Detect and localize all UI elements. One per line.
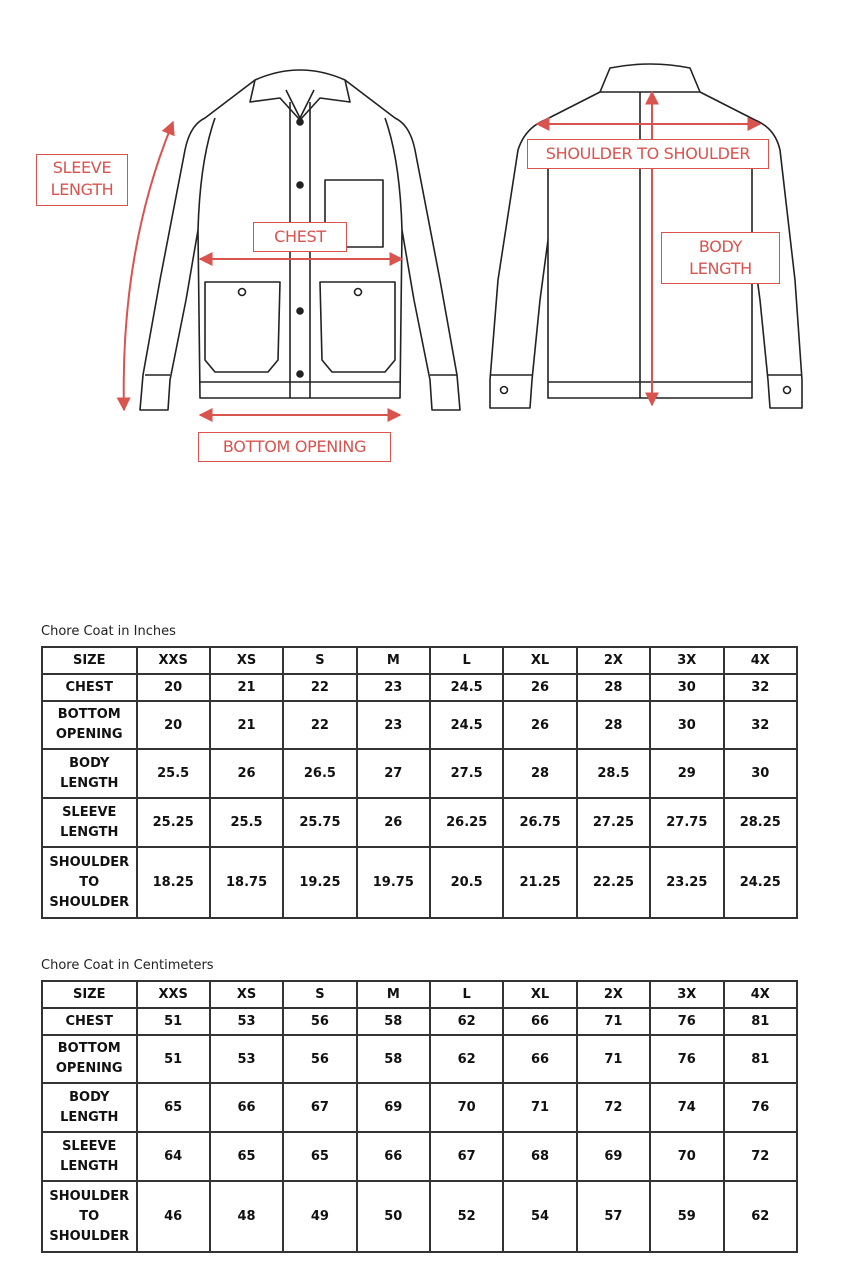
table-cell: 50 bbox=[357, 1181, 430, 1252]
table-cell: 72 bbox=[724, 1132, 798, 1181]
table-cell: 62 bbox=[724, 1181, 798, 1252]
table-row bbox=[42, 749, 797, 798]
table-cell: 68 bbox=[503, 1132, 576, 1181]
table-cell: 20 bbox=[137, 701, 210, 749]
header-cell: XL bbox=[503, 647, 576, 674]
table-cell: 28 bbox=[577, 674, 650, 701]
table-row bbox=[42, 1181, 797, 1252]
table-cell: 25.25 bbox=[137, 798, 210, 847]
table-cell: 71 bbox=[577, 1035, 650, 1083]
table-cell: 66 bbox=[503, 1008, 576, 1035]
header-cell: L bbox=[430, 647, 503, 674]
table-cell: 22.25 bbox=[577, 847, 650, 918]
table-cell: 46 bbox=[137, 1181, 210, 1252]
table-cell: 27.5 bbox=[430, 749, 503, 798]
table-cell: 25.75 bbox=[283, 798, 356, 847]
table-cell: 69 bbox=[357, 1083, 430, 1132]
table-cell: 66 bbox=[210, 1083, 283, 1132]
table-cell: 27.75 bbox=[650, 798, 723, 847]
header-cell: 3X bbox=[650, 981, 723, 1008]
table-cell: 66 bbox=[357, 1132, 430, 1181]
row-label: BODY LENGTH bbox=[42, 749, 137, 798]
table-row bbox=[42, 847, 797, 918]
table-cell: 19.25 bbox=[283, 847, 356, 918]
table-cell: 70 bbox=[650, 1132, 723, 1181]
table-cell: 59 bbox=[650, 1181, 723, 1252]
table-cell: 66 bbox=[503, 1035, 576, 1083]
centimeters-table-caption: Chore Coat in Centimeters bbox=[41, 958, 214, 973]
table-cell: 58 bbox=[357, 1035, 430, 1083]
table-cell: 30 bbox=[724, 749, 798, 798]
table-cell: 65 bbox=[283, 1132, 356, 1181]
table-cell: 20.5 bbox=[430, 847, 503, 918]
table-cell: 76 bbox=[724, 1083, 798, 1132]
table-cell: 62 bbox=[430, 1008, 503, 1035]
table-header-row bbox=[42, 981, 797, 1008]
table-cell: 67 bbox=[283, 1083, 356, 1132]
header-cell: 3X bbox=[650, 647, 723, 674]
measurement-diagram bbox=[0, 0, 841, 480]
centimeters-size-table bbox=[41, 980, 798, 1253]
header-cell: 4X bbox=[724, 647, 798, 674]
inches-table-caption: Chore Coat in Inches bbox=[41, 624, 176, 639]
header-cell: XXS bbox=[137, 647, 210, 674]
table-cell: 23 bbox=[357, 701, 430, 749]
table-cell: 54 bbox=[503, 1181, 576, 1252]
table-cell: 51 bbox=[137, 1035, 210, 1083]
table-cell: 74 bbox=[650, 1083, 723, 1132]
table-cell: 26 bbox=[503, 701, 576, 749]
table-cell: 24.5 bbox=[430, 674, 503, 701]
table-cell: 19.75 bbox=[357, 847, 430, 918]
header-cell: S bbox=[283, 981, 356, 1008]
table-cell: 28 bbox=[503, 749, 576, 798]
table-cell: 81 bbox=[724, 1008, 798, 1035]
table-cell: 26.75 bbox=[503, 798, 576, 847]
table-cell: 18.75 bbox=[210, 847, 283, 918]
table-cell: 26 bbox=[210, 749, 283, 798]
row-label: BOTTOM OPENING bbox=[42, 701, 137, 749]
table-cell: 62 bbox=[430, 1035, 503, 1083]
header-cell: SIZE bbox=[42, 647, 137, 674]
table-cell: 76 bbox=[650, 1008, 723, 1035]
table-cell: 25.5 bbox=[137, 749, 210, 798]
table-cell: 67 bbox=[430, 1132, 503, 1181]
table-cell: 70 bbox=[430, 1083, 503, 1132]
table-cell: 69 bbox=[577, 1132, 650, 1181]
table-cell: 21 bbox=[210, 701, 283, 749]
table-cell: 24.25 bbox=[724, 847, 798, 918]
table-cell: 23 bbox=[357, 674, 430, 701]
table-cell: 53 bbox=[210, 1008, 283, 1035]
table-cell: 64 bbox=[137, 1132, 210, 1181]
body-length-label: BODY LENGTH bbox=[661, 232, 780, 284]
header-cell: 2X bbox=[577, 981, 650, 1008]
table-cell: 22 bbox=[283, 674, 356, 701]
table-cell: 81 bbox=[724, 1035, 798, 1083]
bottom-opening-label: BOTTOM OPENING bbox=[198, 432, 391, 462]
header-cell: SIZE bbox=[42, 981, 137, 1008]
table-cell: 57 bbox=[577, 1181, 650, 1252]
table-cell: 52 bbox=[430, 1181, 503, 1252]
table-cell: 49 bbox=[283, 1181, 356, 1252]
table-header-row bbox=[42, 647, 797, 674]
header-cell: XS bbox=[210, 981, 283, 1008]
header-cell: S bbox=[283, 647, 356, 674]
table-cell: 51 bbox=[137, 1008, 210, 1035]
table-cell: 22 bbox=[283, 701, 356, 749]
header-cell: 2X bbox=[577, 647, 650, 674]
table-row bbox=[42, 1008, 797, 1035]
table-row bbox=[42, 701, 797, 749]
row-label: CHEST bbox=[42, 1008, 137, 1035]
table-cell: 26.5 bbox=[283, 749, 356, 798]
table-cell: 30 bbox=[650, 674, 723, 701]
table-cell: 28.5 bbox=[577, 749, 650, 798]
table-cell: 26.25 bbox=[430, 798, 503, 847]
shoulder-to-shoulder-label: SHOULDER TO SHOULDER bbox=[527, 139, 769, 169]
header-cell: M bbox=[357, 647, 430, 674]
table-cell: 72 bbox=[577, 1083, 650, 1132]
table-cell: 24.5 bbox=[430, 701, 503, 749]
table-cell: 21.25 bbox=[503, 847, 576, 918]
table-cell: 32 bbox=[724, 701, 798, 749]
table-row bbox=[42, 1035, 797, 1083]
row-label: BOTTOM OPENING bbox=[42, 1035, 137, 1083]
table-cell: 21 bbox=[210, 674, 283, 701]
table-cell: 71 bbox=[503, 1083, 576, 1132]
table-row bbox=[42, 798, 797, 847]
row-label: SHOULDER TO SHOULDER bbox=[42, 847, 137, 918]
table-cell: 25.5 bbox=[210, 798, 283, 847]
row-label: SLEEVE LENGTH bbox=[42, 798, 137, 847]
table-cell: 56 bbox=[283, 1035, 356, 1083]
table-cell: 27 bbox=[357, 749, 430, 798]
header-cell: 4X bbox=[724, 981, 798, 1008]
table-row bbox=[42, 1083, 797, 1132]
table-cell: 76 bbox=[650, 1035, 723, 1083]
sleeve-length-label: SLEEVE LENGTH bbox=[36, 154, 128, 206]
row-label: SHOULDER TO SHOULDER bbox=[42, 1181, 137, 1252]
table-cell: 29 bbox=[650, 749, 723, 798]
chest-label: CHEST bbox=[253, 222, 347, 252]
header-cell: M bbox=[357, 981, 430, 1008]
table-cell: 65 bbox=[210, 1132, 283, 1181]
table-cell: 23.25 bbox=[650, 847, 723, 918]
table-cell: 26 bbox=[503, 674, 576, 701]
table-cell: 65 bbox=[137, 1083, 210, 1132]
table-cell: 18.25 bbox=[137, 847, 210, 918]
table-cell: 48 bbox=[210, 1181, 283, 1252]
table-row bbox=[42, 674, 797, 701]
table-cell: 27.25 bbox=[577, 798, 650, 847]
table-cell: 26 bbox=[357, 798, 430, 847]
table-cell: 56 bbox=[283, 1008, 356, 1035]
inches-size-table bbox=[41, 646, 798, 919]
table-row bbox=[42, 1132, 797, 1181]
table-cell: 71 bbox=[577, 1008, 650, 1035]
row-label: BODY LENGTH bbox=[42, 1083, 137, 1132]
table-cell: 58 bbox=[357, 1008, 430, 1035]
row-label: SLEEVE LENGTH bbox=[42, 1132, 137, 1181]
table-cell: 20 bbox=[137, 674, 210, 701]
header-cell: XS bbox=[210, 647, 283, 674]
sleeve-length-arrow bbox=[124, 122, 173, 410]
header-cell: XL bbox=[503, 981, 576, 1008]
header-cell: XXS bbox=[137, 981, 210, 1008]
table-cell: 32 bbox=[724, 674, 798, 701]
table-cell: 28.25 bbox=[724, 798, 798, 847]
header-cell: L bbox=[430, 981, 503, 1008]
table-cell: 53 bbox=[210, 1035, 283, 1083]
table-cell: 30 bbox=[650, 701, 723, 749]
row-label: CHEST bbox=[42, 674, 137, 701]
table-cell: 28 bbox=[577, 701, 650, 749]
